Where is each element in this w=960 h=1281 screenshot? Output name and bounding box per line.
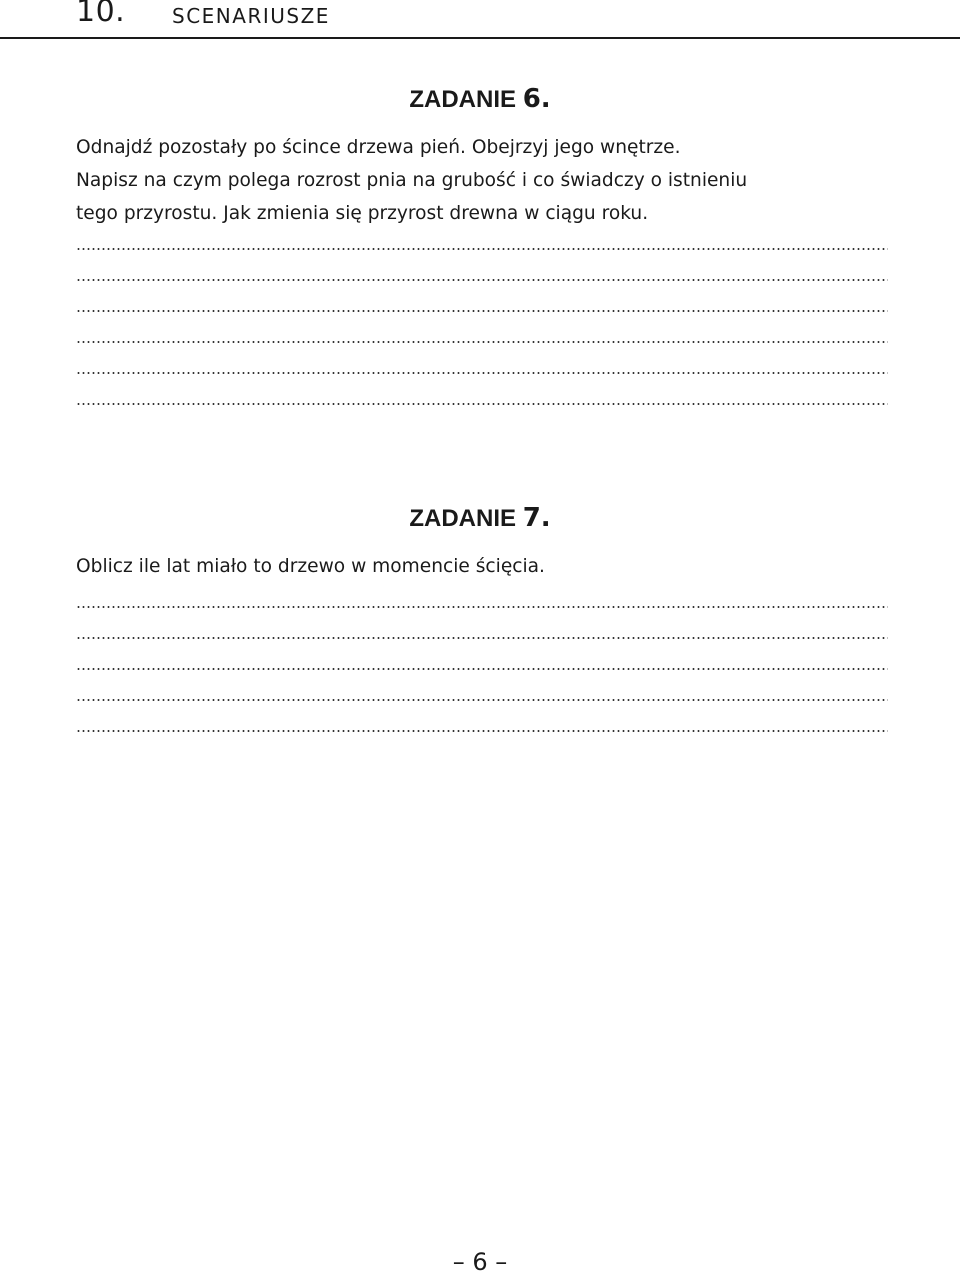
answer-line[interactable] — [76, 709, 888, 740]
answer-line[interactable] — [76, 382, 888, 413]
page-header — [0, 0, 960, 40]
task-6-text-line-1: Odnajdź pozostały po ścince drzewa pień. Obejrzyj jego wnętrze. — [76, 137, 681, 158]
task-7-heading-number: 7. — [522, 503, 551, 533]
task-6-text-line-3: tego przyrostu. Jak zmienia się przyrost drewna w ciągu roku. — [76, 203, 649, 224]
chapter-number: 10. — [76, 0, 126, 29]
task-7-heading — [0, 503, 960, 533]
task-7-text-line-1: Oblicz ile lat miało to drzewo w momencie ścięcia. — [76, 556, 545, 577]
answer-line[interactable] — [76, 647, 888, 678]
header-divider — [0, 37, 960, 39]
answer-line[interactable] — [76, 616, 888, 647]
answer-line[interactable] — [76, 289, 888, 320]
task-6-instructions — [76, 131, 906, 230]
answer-line[interactable] — [76, 678, 888, 709]
answer-line[interactable] — [76, 351, 888, 382]
answer-line[interactable] — [76, 227, 888, 258]
chapter-title: SCENARIUSZE — [172, 4, 330, 28]
answer-line[interactable] — [76, 585, 888, 616]
task-7-answer-area[interactable] — [76, 585, 888, 740]
answer-line[interactable] — [76, 258, 888, 289]
page-number: – 6 – — [452, 1248, 508, 1276]
task-7-instructions — [76, 550, 906, 583]
task-6-text-line-2: Napisz na czym polega rozrost pnia na grubość i co świadczy o istnieniu — [76, 170, 748, 191]
task-7-heading-label: ZADANIE — [409, 505, 517, 532]
answer-line[interactable] — [76, 320, 888, 351]
task-6-heading-number: 6. — [522, 84, 551, 114]
task-6-heading-label: ZADANIE — [409, 86, 517, 113]
task-6-answer-area[interactable] — [76, 227, 888, 413]
task-6-heading — [0, 84, 960, 114]
